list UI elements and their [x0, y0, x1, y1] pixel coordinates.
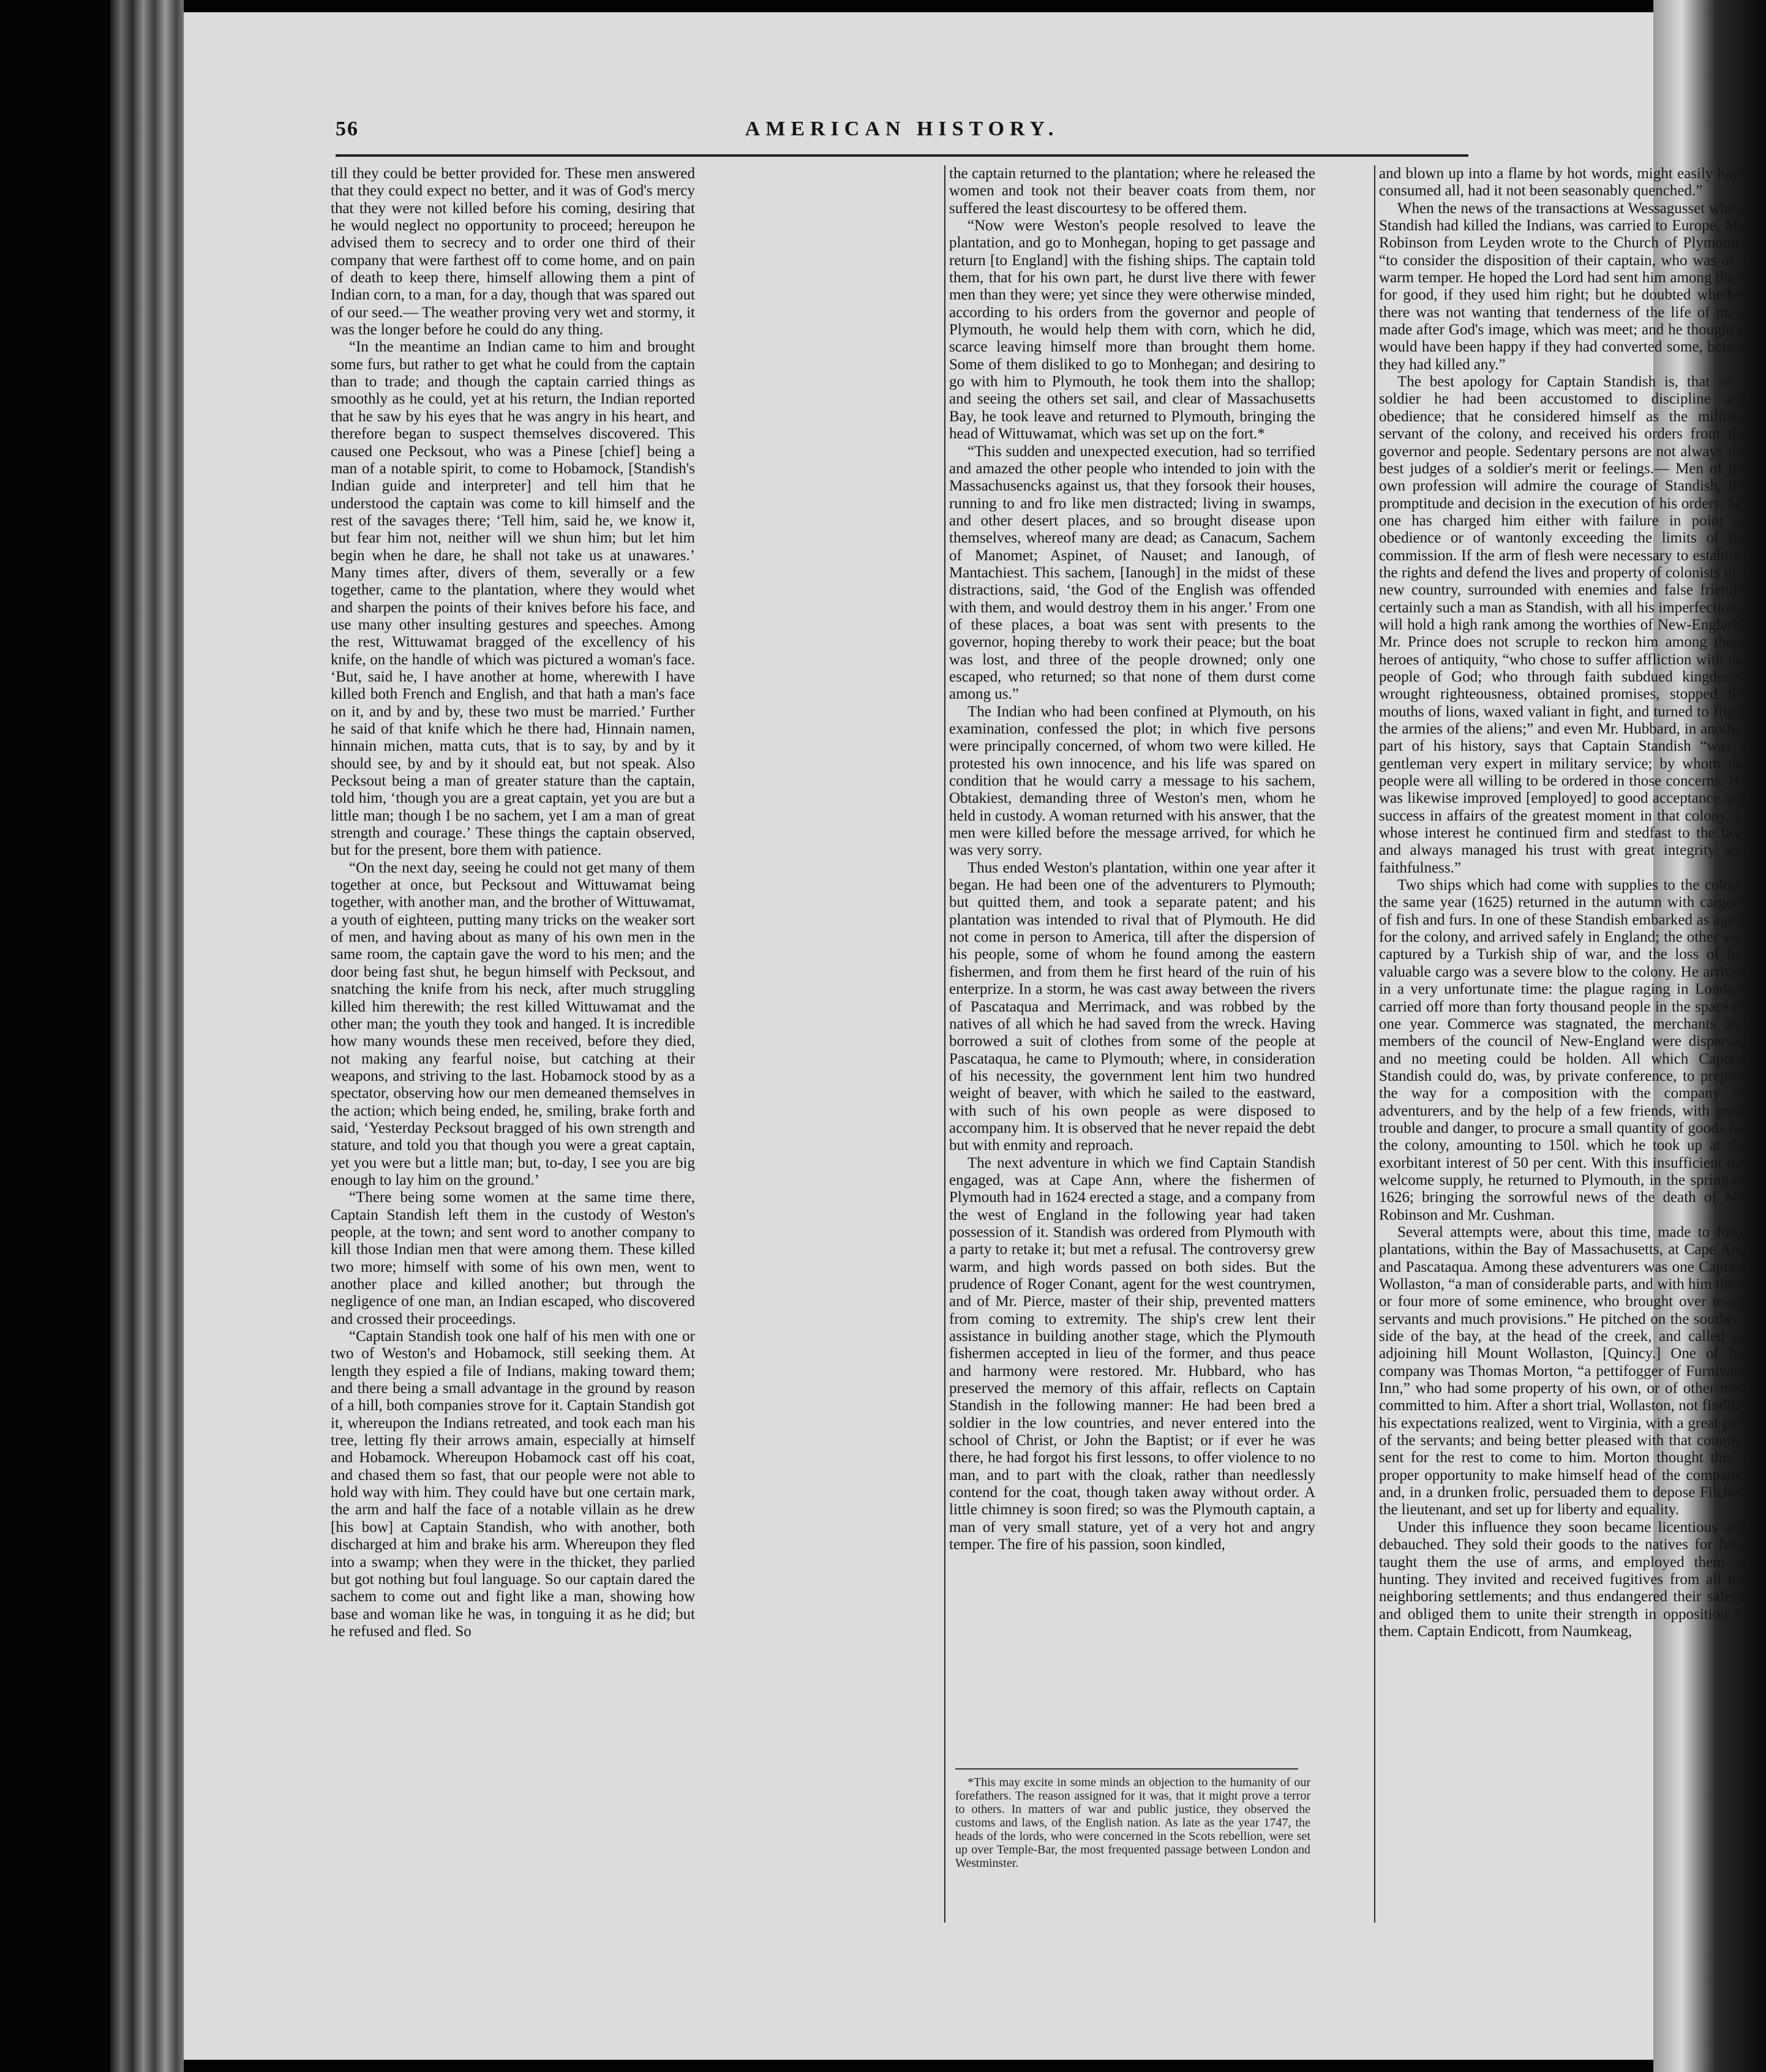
paragraph: the captain returned to the plantation; where he released the women and took not their beaver coats from them, nor suffered the least discourtesy to be offered them. — [949, 165, 1315, 217]
paragraph: “On the next day, seeing he could not get many of them together at once, but Pecksout and Wittuwamat being together, with another man, and the brother of Wittuwamat, a youth of eighteen, putting many tricks on the weaker sort of men, and having about as many of his own men in the same room, the captain gave the word to his men; and the door being fast shut, he begun himself with Pecksout, and snatching the knife from his neck, after much struggling killed him therewith; the rest killed Wittuwamat and the other man; the youth they took and hanged. It is incredible how many wounds these men received, before they died, not making any fearful noise, but catching at their weapons, and striving to the last. Hobamock stood by as a spectator, observing how our men demeaned themselves in the action; which being ended, he, smiling, brake forth and said, ‘Yesterday Pecksout bragged of his own strength and stature, and told you that though you were a great captain, yet you were but a little man; but, to-day, I see you are big enough to lay him on the ground.’ — [331, 859, 695, 1188]
paragraph: “Captain Standish took one half of his men with one or two of Weston's and Hobamock, still seeking them. At length they espied a file of Indians, making toward them; and there being a small advantage in the ground by reason of a hill, both companies strove for it. Captain Standish got it, whereupon the Indians retreated, and took each man his tree, letting fly their arrows amain, especially at himself and Hobamock. Whereupon Hobamock cast off his coat, and chased them so fast, that our people were not able to hold way with him. They could have but one certain mark, the arm and half the face of a notable villain as he drew [his bow] at Captain Standish, who with another, both discharged at him and brake his arm. Whereupon they fled into a swamp; when they were in the thicket, they parlied but got nothing but foul language. So our captain dared the sachem to come out and fight like a man, showing how base and woman like he was, in tonguing it as he did; but he refused and fled. So — [331, 1328, 695, 1640]
column-divider — [944, 165, 945, 1923]
text-column-3 — [1379, 165, 1746, 1923]
footnote — [955, 1776, 1310, 1870]
text-column-1 — [331, 165, 695, 1923]
paragraph: The Indian who had been confined at Plymouth, on his examination, confessed the plot; in which five persons were principally concerned, of whom two were killed. He protested his own innocence, and his life was spared on condition that he would carry a message to his sachem, Obtakiest, demanding three of Weston's men, whom he held in custody. A woman returned with his answer, that the men were killed before the message arrived, for which he was very sorry. — [949, 703, 1315, 859]
paragraph: Thus ended Weston's plantation, within one year after it began. He had been one of the adventurers to Plymouth; but quitted them, and took a separate patent; and his plantation was intended to rival that of Plymouth. He did not come in person to America, till after the dispersion of his people, some of whom he found among the eastern fishermen, and from them he first heard of the ruin of his enterprize. In a storm, he was cast away between the rivers of Pascataqua and Merrimack, and was robbed by the natives of all which he had saved from the wreck. Having borrowed a suit of clothes from some of the people at Pascataqua, he came to Plymouth; where, in consideration of his necessity, the government lent him two hundred weight of beaver, with which he sailed to the eastward, with such of his own people as were disposed to accompany him. It is observed that he never repaid the debt but with enmity and reproach. — [949, 859, 1315, 1154]
page-number: 56 — [336, 118, 359, 140]
paragraph: “There being some women at the same time there, Captain Standish left them in the custody of Weston's people, at the town; and sent word to another company to kill those Indian men that were among them. These killed two more; himself with some of his own men, went to another place and killed another; but through the negligence of one man, an Indian escaped, who discovered and crossed their proceedings. — [331, 1189, 695, 1327]
paragraph: The next adventure in which we find Captain Standish engaged, was at Cape Ann, where the fishermen of Plymouth had in 1624 erected a stage, and a company from the west of England in the following year had taken possession of it. Standish was ordered from Plymouth with a party to retake it; but met a refusal. The controversy grew warm, and high words passed on both sides. But the prudence of Roger Conant, agent for the west countrymen, and of Mr. Pierce, master of their ship, prevented matters from coming to extremity. The ship's crew lent their assistance in building another stage, which the Plymouth fishermen accepted in lieu of the former, and thus peace and harmony were restored. Mr. Hubbard, who has preserved the memory of this affair, reflects on Captain Standish in the following manner: He had been bred a soldier in the low countries, and never entered into the school of Christ, or John the Baptist; or if ever he was there, he had forgot his first lessons, to offer violence to no man, and to part with the cloak, rather than needlessly contend for the coat, though taken away without order. A little chimney is soon fired; so was the Plymouth captain, a man of very small stature, yet of a very hot and angry temper. The fire of his passion, soon kindled, — [949, 1154, 1315, 1553]
paragraph: Several attempts were, about this time, made to form plantations, within the Bay of Massachusetts, at Cape Ann and Pascataqua. Among these adventurers was one Captain Wollaston, “a man of considerable parts, and with him three or four more of some eminence, who brought over many servants and much provisions.” He pitched on the southern side of the bay, at the head of the creek, and called an adjoining hill Mount Wollaston, [Quincy.] One of his company was Thomas Morton, “a pettifogger of Furnival's Inn,” who had some property of his own, or of other men committed to him. After a short trial, Wollaston, not finding his expectations realized, went to Virginia, with a great part of the servants; and being better pleased with that country, sent for the rest to come to him. Morton thought this a proper opportunity to make himself head of the company; and, in a drunken frolic, persuaded them to depose Filcher, the lieutenant, and set up for liberty and equality. — [1379, 1223, 1746, 1518]
page — [184, 12, 1746, 2060]
paragraph: till they could be better provided for. These men answered that they could expect no better, and it was of God's mercy that they were not killed before his coming, desiring that he would neglect no opportunity to proceed; hereupon he advised them to secrecy and to order one third of their company that were farthest off to come home, and on pain of death to keep there, himself allowing them a pint of Indian corn, to a man, for a day, though that was spared out of our seed.— The weather proving very wet and stormy, it was the longer before he could do any thing. — [331, 165, 695, 339]
page-header — [336, 118, 1468, 154]
column-divider — [1374, 165, 1375, 1923]
text-column-2 — [949, 165, 1315, 1923]
running-head: AMERICAN HISTORY. — [745, 118, 1059, 140]
footnote-rule — [955, 1768, 1298, 1770]
book-page-edges — [110, 0, 184, 2072]
header-rule — [336, 154, 1468, 157]
paragraph: When the news of the transactions at Wessagusset where Standish had killed the Indians, was carried to Europe, Mr. Robinson from Leyden wrote to the Church of Plymouth, “to consider the disposition of their captain, who was of a warm temper. He hoped the Lord had sent him among them for good, if they used him right; but he doubted whether there was not wanting that tenderness of the life of man, made after God's image, which was meet; and he thought it would have been happy if they had converted some, before they had killed any.” — [1379, 200, 1746, 373]
paragraph: and blown up into a flame by hot words, might easily have consumed all, had it not been seasonably quenched.” — [1379, 165, 1746, 200]
paragraph: Two ships which had come with supplies to the colony the same year (1625) returned in the autumn with cargoes of fish and furs. In one of these Standish embarked as agent for the colony, and arrived safely in England; the other was captured by a Turkish ship of war, and the loss of her valuable cargo was a severe blow to the colony. He arrived in a very unfortunate time: the plague raging in London, carried off more than forty thousand people in the space of one year. Commerce was stagnated, the merchants and members of the council of New-England were dispersed and no meeting could be holden. All which Captain Standish could do, was, by private conference, to prepare the way for a composition with the company of adventurers, and by the help of a few friends, with great trouble and danger, to procure a small quantity of goods for the colony, amounting to 150l. which he took up at the exorbitant interest of 50 per cent. With this insufficient but welcome supply, he returned to Plymouth, in the spring of 1626; bringing the sorrowful news of the death of Mr. Robinson and Mr. Cushman. — [1379, 877, 1746, 1223]
paragraph: “This sudden and unexpected execution, had so terrified and amazed the other people who intended to join with the Massachusencks against us, that they forsook their houses, running to and fro like men distracted; living in swamps, and other desert places, and so brought disease upon themselves, whereof many are dead; as Canacum, Sachem of Manomet; Aspinet, of Nauset; and Ianough, of Mantachiest. This sachem, [Ianough] in the midst of these distractions, said, ‘the God of the English was offended with them, and would destroy them in his anger.’ From one of these places, a boat was sent with presents to the governor, hoping thereby to work their peace; but the boat was lost, and three of the people drowned; only one escaped, who returned; so that none of them durst come among us.” — [949, 443, 1315, 703]
footnote-text: *This may excite in some minds an objection to the humanity of our forefathers. The reason assigned for it was, that it might prove a terror to others. In matters of war and public justice, they observed the customs and laws, of the English nation. As late as the year 1747, the heads of the lords, who were concerned in the Scots rebellion, were set up over Temple-Bar, the most frequented passage between London and Westminster. — [955, 1776, 1310, 1870]
paragraph: Under this influence they soon became licentious and debauched. They sold their goods to the natives for furs, taught them the use of arms, and employed them in hunting. They invited and received fugitives from all the neighboring settlements; and thus endangered their safety, and obliged them to unite their strength in opposition to them. Captain Endicott, from Naumkeag, — [1379, 1518, 1746, 1640]
paragraph: “In the meantime an Indian came to him and brought some furs, but rather to get what he could from the captain than to trade; and though the captain carried things as smoothly as he could, yet at his return, the Indian reported that he saw by his eyes that he was angry in his heart, and therefore began to suspect themselves discovered. This caused one Pecksout, who was a Pinese [chief] being a man of a notable spirit, to come to Hobamock, [Standish's Indian guide and interpreter] and tell him that he understood the captain was come to kill himself and the rest of the savages there; ‘Tell him, said he, we know it, but fear him not, neither will we shun him; but let him begin when he dare, he shall not take us at unawares.’ Many times after, divers of them, severally or a few together, came to the plantation, where they would whet and sharpen the points of their knives before his face, and use many other insulting gestures and speeches. Among the rest, Wittuwamat bragged of the excellency of his knife, on the handle of which was pictured a woman's face. ‘But, said he, I have another at home, wherewith I have killed both French and English, and that hath a man's face on it, and by and by, these two must be married.’ Further he said of that knife which he there had, Hinnain namen, hinnain michen, matta cuts, that is to say, by and by it should see, by and by it should eat, but not speak. Also Pecksout being a man of greater stature than the captain, told him, ‘though you are a great captain, yet you are but a little man; though I be no sachem, yet I am a man of great strength and courage.’ These things the captain observed, but for the present, bore them with patience. — [331, 339, 695, 859]
paragraph: The best apology for Captain Standish is, that as a soldier he had been accustomed to discipline and obedience; that he considered himself as the military servant of the colony, and received his orders from the governor and people. Sedentary persons are not always the best judges of a soldier's merit or feelings.— Men of his own profession will admire the courage of Standish, his promptitude and decision in the execution of his orders. No one has charged him either with failure in point of obedience or of wantonly exceeding the limits of his commission. If the arm of flesh were necessary to establish the rights and defend the lives and property of colonists in a new country, surrounded with enemies and false friends, certainly such a man as Standish, with all his imperfections, will hold a high rank among the worthies of New-England. Mr. Prince does not scruple to reckon him among those heroes of antiquity, “who chose to suffer affliction with the people of God; who through faith subdued kingdoms, wrought righteousness, obtained promises, stopped the mouths of lions, waxed valiant in fight, and turned to flight the armies of the aliens;” and even Mr. Hubbard, in another part of his history, says that Captain Standish “was a gentleman very expert in military service; by whom the people were all willing to be ordered in those concerns. He was likewise improved [employed] to good acceptance and success in affairs of the greatest moment in that colony, to whose interest he continued firm and stedfast to the last, and always managed his trust with great integrity and faithfulness.” — [1379, 373, 1746, 876]
paragraph: “Now were Weston's people resolved to leave the plantation, and go to Monhegan, hoping to get passage and return [to England] with the fishing ships. The captain told them, that for his own part, he durst live there with fewer men than they were; yet since they were otherwise minded, according to his orders from the governor and people of Plymouth, he would help them with corn, which he did, scarce leaving himself more than brought them home. Some of them disliked to go to Monhegan; and desiring to go with him to Plymouth, he took them into the shallop; and seeing the others set sail, and clear of Massachusetts Bay, he took leave and returned to Plymouth, bringing the head of Wittuwamat, which was set up on the fort.* — [949, 217, 1315, 443]
